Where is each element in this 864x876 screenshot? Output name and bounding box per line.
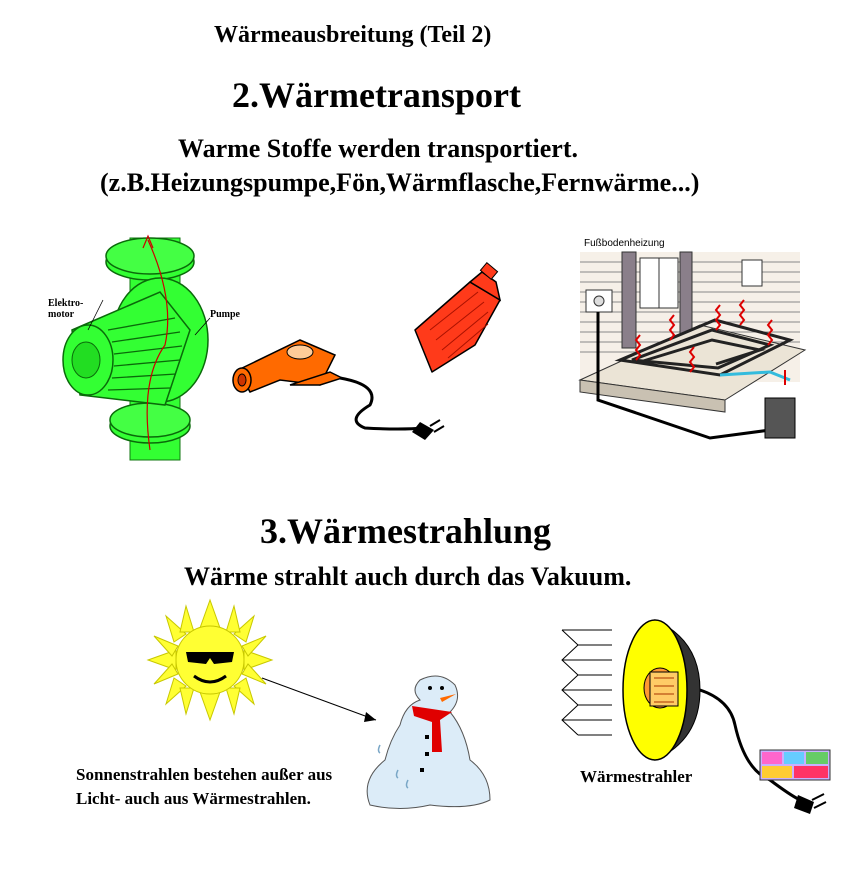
hair-dryer-icon — [233, 340, 444, 440]
section-2-heading: 2.Wärmetransport — [232, 75, 521, 115]
logo-icon — [760, 750, 830, 780]
pump-motor-label-line2: motor — [48, 309, 75, 320]
section-2-subheading: Warme Stoffe werden transportiert. — [178, 134, 578, 163]
section-2-examples: (z.B.Heizungspumpe,Fön,Wärmflasche,Fernwärme...) — [100, 168, 700, 197]
floor-heating-icon — [580, 252, 805, 438]
pump-motor-label-line1: Elektro- — [48, 298, 84, 309]
heater-caption: Wärmestrahler — [580, 767, 693, 786]
sun-icon — [148, 600, 376, 722]
page-title: Wärmeausbreitung (Teil 2) — [214, 22, 492, 48]
sun-caption — [76, 763, 332, 811]
snowman-icon — [367, 676, 490, 809]
sun-caption-line1: Sonnenstrahlen bestehen außer aus — [76, 765, 333, 784]
pump-motor-label — [48, 298, 83, 320]
section-3-heading: 3.Wärmestrahlung — [260, 511, 551, 551]
section-3-subheading: Wärme strahlt auch durch das Vakuum. — [184, 562, 632, 591]
hot-water-bottle-icon — [415, 263, 500, 372]
sun-caption-line2: Licht- auch aus Wärmestrahlen. — [76, 789, 311, 808]
pump-label: Pumpe — [210, 309, 240, 320]
floor-heating-label: Fußbodenheizung — [584, 238, 665, 249]
pump-icon — [63, 236, 210, 460]
